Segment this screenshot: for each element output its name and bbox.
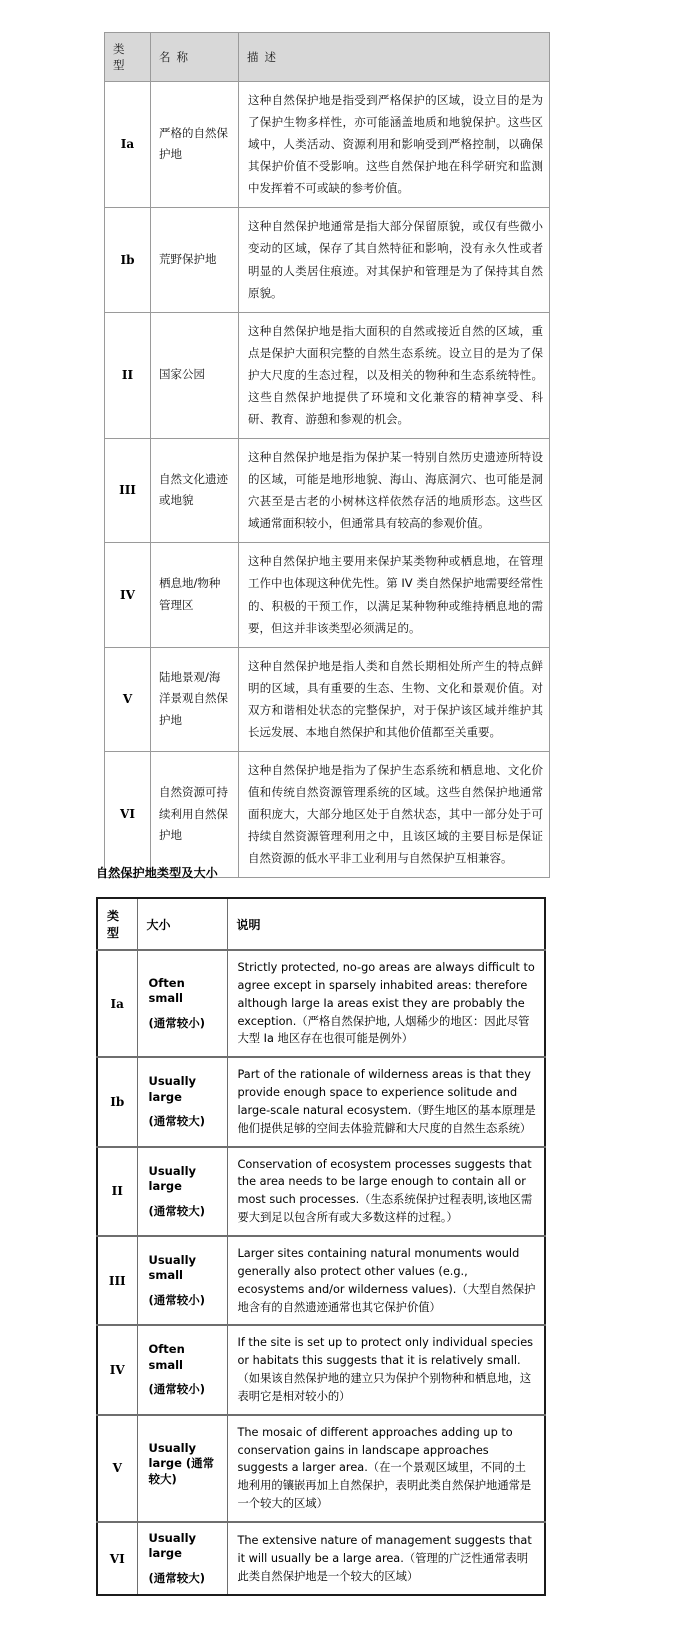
type-category: V <box>105 647 151 751</box>
size-label-en: Usually small <box>148 1252 197 1283</box>
table-row <box>105 647 550 751</box>
size-label <box>137 1147 227 1236</box>
column-header-category: 类型 <box>97 898 137 950</box>
type-description: 这种自然保护地是指人类和自然长期相处所产生的特点鲜明的区域，具有重要的生态、生物、文化和景观价值。对双方和谐相处状态的完整保护，对于保护该区域并维护其长远发展、本地自然保护和其他价值都至关重要。 <box>239 647 550 751</box>
size-label-zh: (通常较大) <box>148 1114 206 1129</box>
column-header-description: 描 述 <box>239 33 550 82</box>
column-header-size: 大小 <box>137 898 227 950</box>
size-category: Ia <box>97 950 137 1057</box>
type-name: 严格的自然保护地 <box>151 82 239 208</box>
type-category: II <box>105 312 151 438</box>
size-note: If the site is set up to protect only individual species or habitats this suggests that it is relatively small.（如果该自然保护地的建立只为保护个别物种和栖息地，这表明它是相对较小的） <box>227 1325 545 1414</box>
type-description: 这种自然保护地是指为了保护生态系统和栖息地、文化价值和传统自然资源管理系统的区域。这些自然保护地通常面积庞大，大部分地区处于自然状态，其中一部分处于可持续自然资源管理利用之中，且该区域的主要目标是保证自然资源的低水平非工业利用与自然保护互相兼容。 <box>239 752 550 878</box>
type-category: Ib <box>105 208 151 312</box>
type-category: VI <box>105 752 151 878</box>
type-name: 国家公园 <box>151 312 239 438</box>
protected-area-types-table <box>104 32 550 878</box>
size-note: The extensive nature of management suggests that it will usually be a large area.（管理的广泛性通常表明此类自然保护地是一个较大的区域） <box>227 1522 545 1596</box>
size-label <box>137 1415 227 1522</box>
table-row <box>97 1236 545 1325</box>
type-description: 这种自然保护地主要用来保护某类物种或栖息地，在管理工作中也体现这种优先性。第 IV 类自然保护地需要经常性的、积极的干预工作，以满足某种物种或维持栖息地的需要，但这并非该类型必须满足的。 <box>239 543 550 647</box>
size-label-en: Usually large <box>148 1530 197 1561</box>
size-label <box>137 1522 227 1596</box>
table-row <box>97 1147 545 1236</box>
column-header-name: 名 称 <box>151 33 239 82</box>
table-row <box>97 1057 545 1146</box>
size-category: II <box>97 1147 137 1236</box>
table-row <box>105 439 550 543</box>
type-description: 这种自然保护地通常是指大部分保留原貌，或仅有些微小变动的区域，保存了其自然特征和影响，没有永久性或者明显的人类居住痕迹。对其保护和管理是为了保持其自然原貌。 <box>239 208 550 312</box>
size-note: Strictly protected, no-go areas are always difficult to agree except in sparsely inhabited areas: therefore although large Ia areas exist they are probably the exception.（严格自然保护地, 人烟稀少的地区：因此尽管大型 Ia 地区存在也很可能是例外） <box>227 950 545 1057</box>
type-description: 这种自然保护地是指受到严格保护的区域，设立目的是为了保护生物多样性，亦可能涵盖地质和地貌保护。这些区域中，人类活动、资源利用和影响受到严格控制，以确保其保护价值不受影响。这些自然保护地在科学研究和监测中发挥着不可或缺的参考价值。 <box>239 82 550 208</box>
table-row <box>97 1522 545 1596</box>
section-subheading: 自然保护地类型及大小 <box>96 866 219 880</box>
size-label-zh: (通常较小) <box>148 1382 206 1397</box>
size-label-en: Often small <box>148 1342 185 1372</box>
type-category: IV <box>105 543 151 647</box>
type-category: Ia <box>105 82 151 208</box>
size-label-en: Often small <box>148 975 185 1006</box>
size-label-en: Usually large <box>148 1074 197 1104</box>
type-description: 这种自然保护地是指为保护某一特别自然历史遗迹所特设的区域，可能是地形地貌、海山、海底洞穴、也可能是洞穴甚至是古老的小树林这样依然存活的地质形态。这些区域通常面积较小，但通常具有较高的参观价值。 <box>239 439 550 543</box>
column-header-category: 类 型 <box>105 33 151 82</box>
size-note: Conservation of ecosystem processes suggests that the area needs to be large enough to contain all or most such processes.（生态系统保护过程表明,该地区需要大到足以包含所有或大多数这样的过程。） <box>227 1147 545 1236</box>
type-category: III <box>105 439 151 543</box>
size-label-zh: (通常较小) <box>148 1015 206 1030</box>
size-label-zh: (通常较大) <box>148 1570 206 1585</box>
column-header-note: 说明 <box>227 898 545 950</box>
table-row <box>97 1325 545 1414</box>
table-row <box>97 950 545 1057</box>
size-label-zh: (通常较大) <box>148 1203 206 1218</box>
table-header-row <box>105 33 550 82</box>
size-label-zh: (通常较小) <box>148 1292 206 1307</box>
size-category: Ib <box>97 1057 137 1146</box>
table-row <box>105 543 550 647</box>
type-name: 自然资源可持续利用自然保护地 <box>151 752 239 878</box>
size-note: Part of the rationale of wilderness areas is that they provide enough space to experience solitude and large-scale natural ecosystem.（野生地区的基本原理是他们提供足够的空间去体验荒僻和大尺度的自然生态系统） <box>227 1057 545 1146</box>
size-category: VI <box>97 1522 137 1596</box>
size-label <box>137 1236 227 1325</box>
size-label <box>137 1325 227 1414</box>
table-row <box>97 1415 545 1522</box>
size-note: Larger sites containing natural monuments would generally also protect other values (e.g., ecosystems and/or wilderness values).（大型自然保护地含有的自然遗迹通常也其它保护价值） <box>227 1236 545 1325</box>
size-label <box>137 950 227 1057</box>
type-name: 自然文化遗迹或地貌 <box>151 439 239 543</box>
type-name: 荒野保护地 <box>151 208 239 312</box>
size-category: IV <box>97 1325 137 1414</box>
size-category: V <box>97 1415 137 1522</box>
table-row <box>105 312 550 438</box>
protected-area-types-table-container <box>104 32 550 878</box>
size-category: III <box>97 1236 137 1325</box>
table-row <box>105 752 550 878</box>
type-name: 陆地景观/海洋景观自然保护地 <box>151 647 239 751</box>
size-label-en: Usually large <box>148 1163 197 1194</box>
protected-area-sizes-table <box>96 897 546 1596</box>
table-row <box>105 82 550 208</box>
type-description: 这种自然保护地是指大面积的自然或接近自然的区域，重点是保护大面积完整的自然生态系统。设立目的是为了保护大尺度的生态过程，以及相关的物种和生态系统特性。这些自然保护地提供了环境和文化兼容的精神享受、科研、教育、游憩和参观的机会。 <box>239 312 550 438</box>
size-note: The mosaic of different approaches adding up to conservation gains in landscape approaches suggests a larger area.（在一个景观区域里，不同的土地利用的镶嵌再加上自然保护，表明此类自然保护地通常是一个较大的区域） <box>227 1415 545 1522</box>
type-name: 栖息地/物种管理区 <box>151 543 239 647</box>
size-label-en: Usually large (通常较大) <box>148 1440 215 1486</box>
table-header-row <box>97 898 545 950</box>
size-label <box>137 1057 227 1146</box>
table-row <box>105 208 550 312</box>
protected-area-sizes-table-container <box>96 897 546 1596</box>
